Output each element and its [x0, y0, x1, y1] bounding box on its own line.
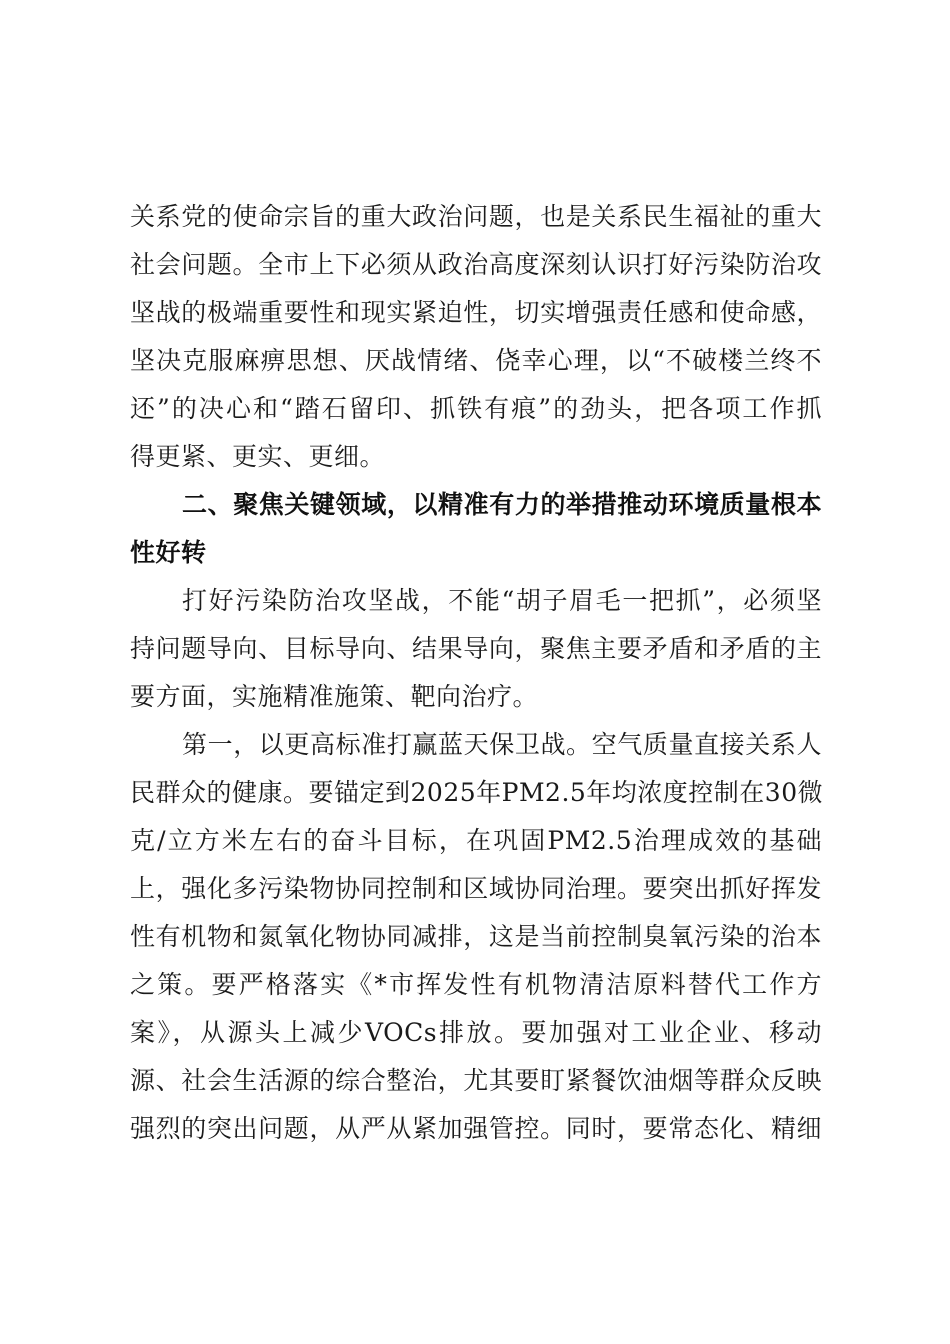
text-line: 要方面，实施精准施策、靶向治疗。	[130, 682, 539, 711]
paragraph-blue-sky-defense	[130, 721, 822, 1153]
section-heading-2	[130, 481, 822, 577]
text-line: 打好污染防治攻坚战，不能“胡子眉毛一把抓”，必须坚	[182, 586, 822, 615]
document-body	[130, 193, 822, 1153]
text-line: 坚决克服麻痹思想、厌战情绪、侥幸心理，以“不破楼兰终不	[130, 346, 822, 375]
text-line: 强烈的突出问题，从严从紧加强管控。同时，要常态化、精细	[130, 1114, 822, 1143]
text-line: 持问题导向、目标导向、结果导向，聚焦主要矛盾和矛盾的主	[130, 634, 822, 663]
heading-line: 性好转	[130, 538, 207, 567]
text-line: 社会问题。全市上下必须从政治高度深刻认识打好污染防治攻	[130, 250, 822, 279]
heading-line: 二、聚焦关键领域，以精准有力的举措推动环境质量根本	[182, 490, 822, 519]
text-line: 得更紧、更实、更细。	[130, 442, 386, 471]
paragraph-political-importance	[130, 193, 822, 481]
text-line: 之策。要严格落实《*市挥发性有机物清洁原料替代工作方	[130, 970, 822, 999]
text-line: 还”的决心和“踏石留印、抓铁有痕”的劲头，把各项工作抓	[130, 394, 822, 423]
text-line: 克/立方米左右的奋斗目标，在巩固PM2.5治理成效的基础	[130, 826, 822, 855]
text-line: 上，强化多污染物协同控制和区域协同治理。要突出抓好挥发	[130, 874, 822, 903]
text-line: 源、社会生活源的综合整治，尤其要盯紧餐饮油烟等群众反映	[130, 1066, 822, 1095]
text-line: 民群众的健康。要锚定到2025年PM2.5年均浓度控制在30微	[130, 778, 824, 807]
paragraph-precise-measures	[130, 577, 822, 721]
text-line: 坚战的极端重要性和现实紧迫性，切实增强责任感和使命感，	[130, 298, 822, 327]
text-line: 性有机物和氮氧化物协同减排，这是当前控制臭氧污染的治本	[130, 922, 822, 951]
text-line: 案》，从源头上减少VOCs排放。要加强对工业企业、移动	[130, 1018, 822, 1047]
text-line: 第一，以更高标准打赢蓝天保卫战。空气质量直接关系人	[182, 730, 822, 759]
text-line: 关系党的使命宗旨的重大政治问题，也是关系民生福祉的重大	[130, 202, 822, 231]
